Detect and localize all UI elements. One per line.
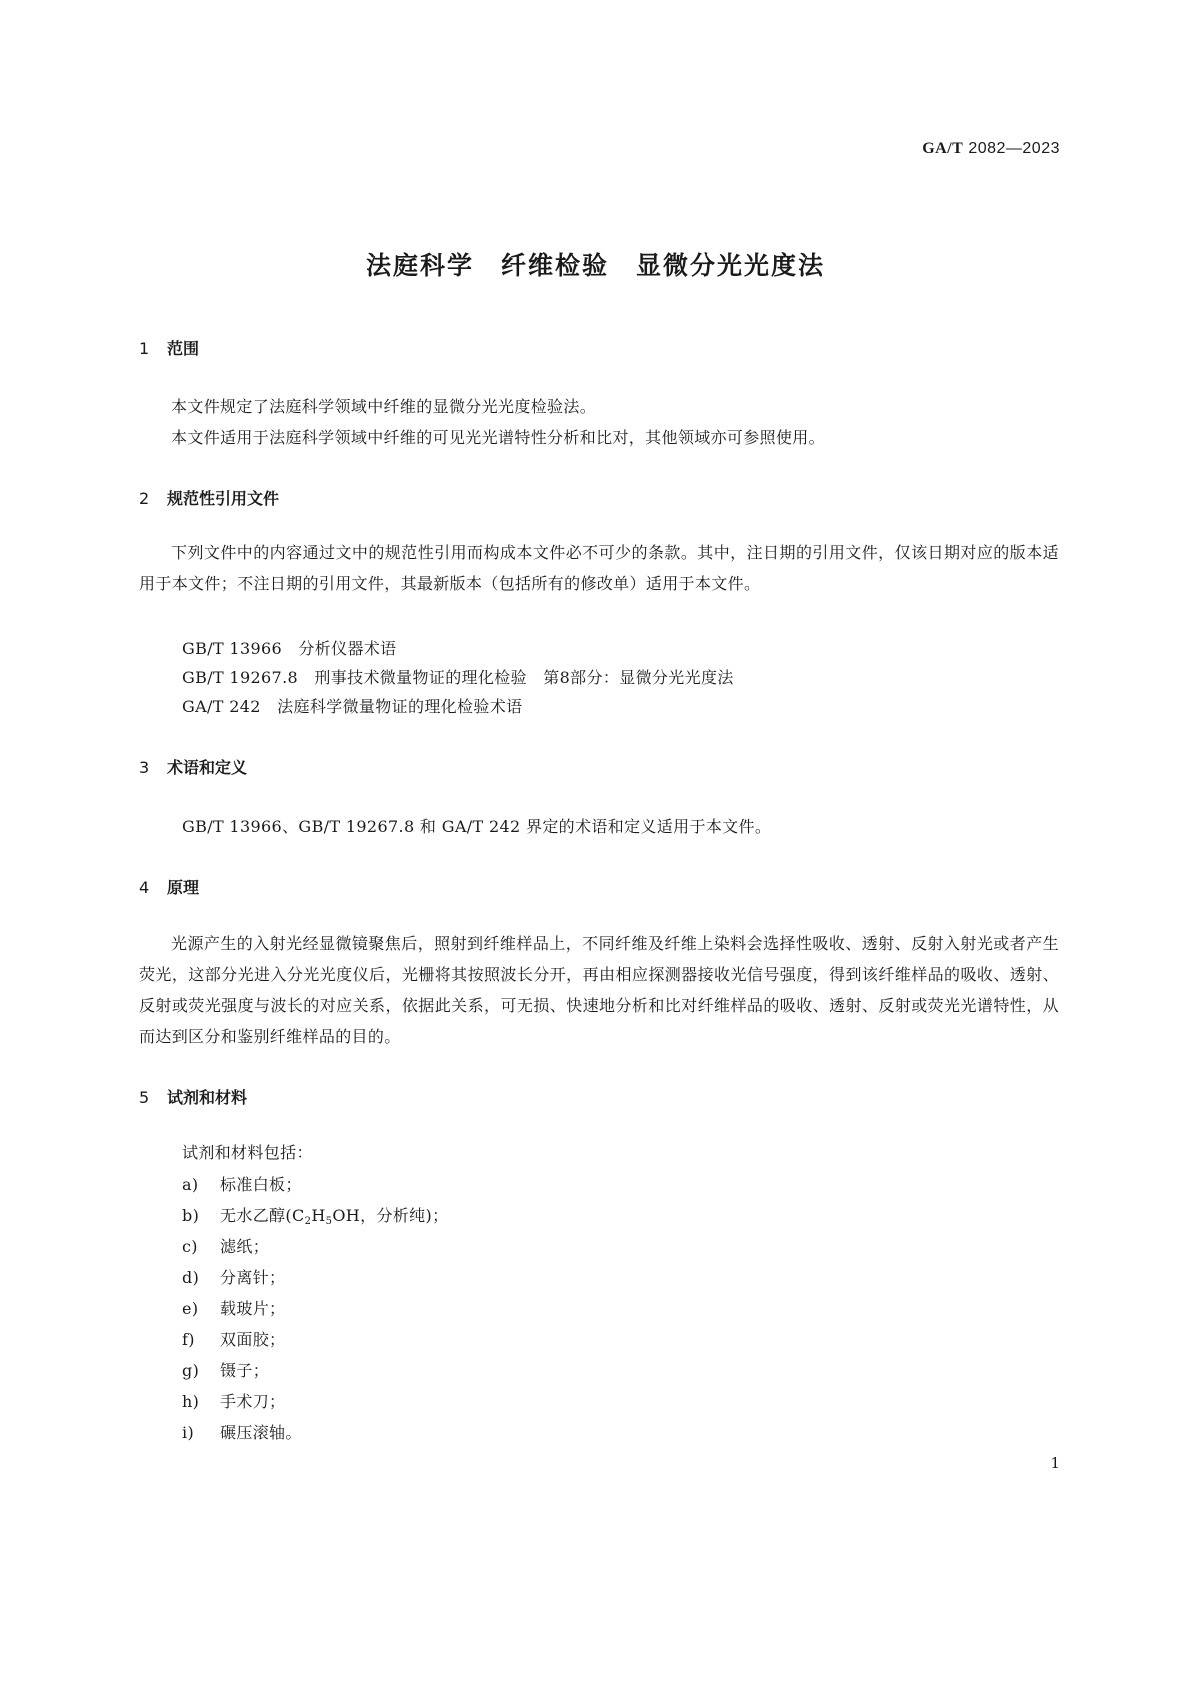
list-item (182, 1293, 448, 1324)
section-number: 2 (139, 489, 150, 508)
document-title: 法庭科学 纤维检验 显微分光光度法 (365, 251, 825, 280)
paragraph: GB/T 13966、GB/T 19267.8 和 GA/T 242 界定的术语和定义适用于本文件。 (182, 817, 772, 836)
list-marker: c) (182, 1237, 198, 1256)
list-marker: i) (182, 1423, 195, 1442)
list-text: H (311, 1206, 326, 1225)
list-text: 双面胶； (220, 1330, 286, 1349)
subscript: 5 (325, 1216, 333, 1227)
list-text: 镊子； (220, 1361, 270, 1380)
section-title: 规范性引用文件 (167, 489, 280, 508)
list-marker: b) (182, 1206, 200, 1225)
list-text: 标准白板； (220, 1175, 302, 1194)
list-item (182, 1386, 448, 1417)
paragraph: 本文件规定了法庭科学领域中纤维的显微分光光度检验法。 (171, 397, 597, 416)
paragraph: 下列文件中的内容通过文中的规范性引用而构成本文件必不可少的条款。其中，注日期的引用文件，仅该日期对应的版本适用于本文件；不注日期的引用文件，其最新版本（包括所有的修改单）适用于本文件。 (139, 543, 1059, 593)
list-text: 滤纸； (220, 1237, 270, 1256)
section-heading-reagents (139, 1085, 247, 1108)
reference-item: GB/T 13966 分析仪器术语 (182, 639, 397, 658)
list-item (182, 1417, 448, 1448)
section-title: 术语和定义 (167, 758, 248, 777)
list-item (182, 1231, 448, 1262)
list-item (182, 1355, 448, 1386)
list-item (182, 1324, 448, 1355)
section-title: 范围 (167, 339, 200, 358)
standard-prefix: GA/T (922, 140, 964, 157)
section-heading-principle (139, 875, 199, 898)
page-number: 1 (1050, 1454, 1060, 1472)
paragraph: 光源产生的入射光经显微镜聚焦后，照射到纤维样品上，不同纤维及纤维上染料会选择性吸收、透射、反射入射光或者产生荧光，这部分光进入分光光度仪后，光栅将其按照波长分开，再由相应探测器接收光信号强度，得到该纤维样品的吸收、透射、反射或荧光强度与波长的对应关系，依据此关系，可无损、快速地分析和比对纤维样品的吸收、透射、反射或荧光光谱特性，从而达到区分和鉴别纤维样品的目的。 (139, 934, 1059, 1046)
list-intro: 试剂和材料包括： (182, 1143, 313, 1162)
section-number: 5 (139, 1088, 150, 1107)
section-heading-normative-references (139, 486, 279, 509)
standard-number: 2082—2023 (968, 140, 1060, 157)
section-title: 试剂和材料 (167, 1088, 248, 1107)
reference-item: GA/T 242 法庭科学微量物证的理化检验术语 (182, 697, 523, 716)
list-text: 手术刀； (220, 1392, 286, 1411)
section-title: 原理 (167, 878, 200, 897)
subscript: 2 (304, 1216, 312, 1227)
list-text: 无水乙醇(C (220, 1206, 305, 1225)
section-heading-scope (139, 336, 199, 359)
reference-item: GB/T 19267.8 刑事技术微量物证的理化检验 第8部分：显微分光光度法 (182, 668, 734, 687)
list-marker: d) (182, 1268, 200, 1287)
list-marker: f) (182, 1330, 195, 1349)
list-marker: g) (182, 1361, 200, 1380)
list-text: 分离针； (220, 1268, 286, 1287)
section-number: 4 (139, 878, 150, 897)
list-text: 碾压滚轴。 (220, 1423, 302, 1442)
list-text: OH，分析纯)； (332, 1206, 449, 1225)
materials-list (182, 1169, 448, 1448)
standard-code (922, 140, 1060, 158)
list-item (182, 1169, 448, 1200)
section-number: 3 (139, 758, 150, 777)
list-item (182, 1262, 448, 1293)
list-item (182, 1200, 448, 1231)
list-marker: h) (182, 1392, 200, 1411)
list-marker: a) (182, 1175, 199, 1194)
list-text: 载玻片； (220, 1299, 286, 1318)
section-number: 1 (139, 339, 150, 358)
list-marker: e) (182, 1299, 199, 1318)
section-heading-terms (139, 755, 247, 778)
paragraph: 本文件适用于法庭科学领域中纤维的可见光光谱特性分析和比对，其他领域亦可参照使用。 (171, 428, 826, 447)
